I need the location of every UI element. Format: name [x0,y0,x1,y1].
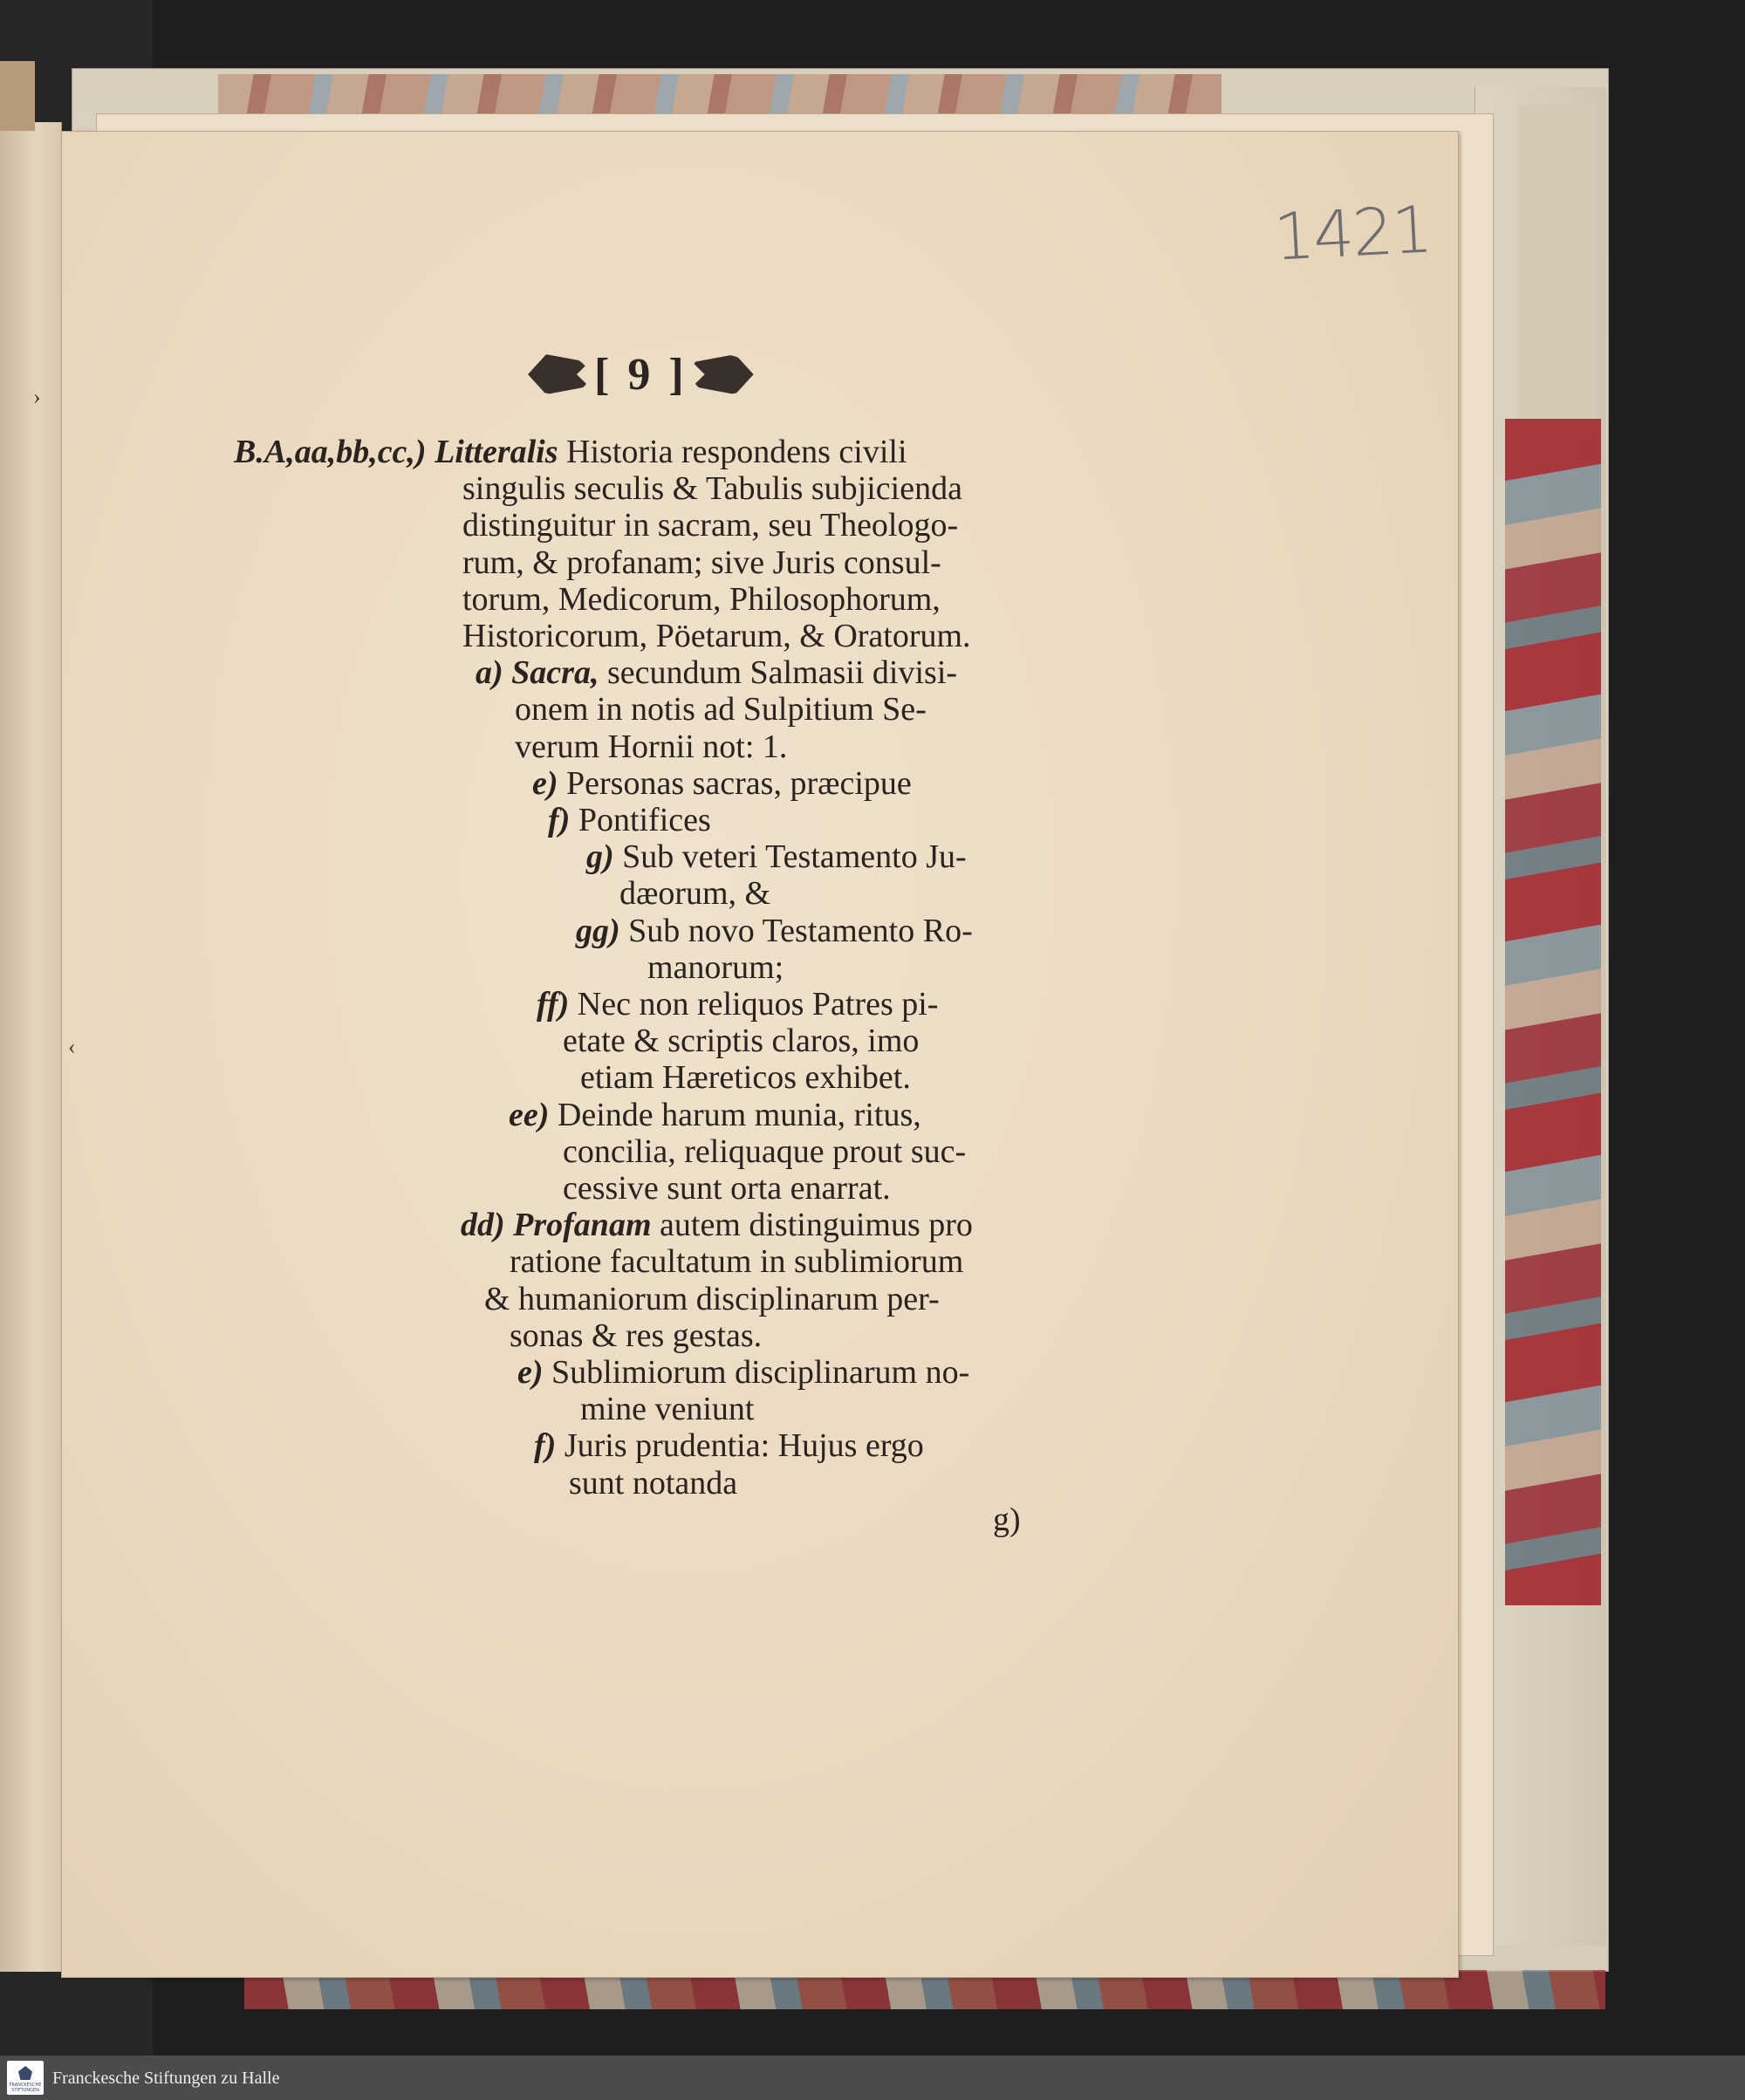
text-line [462,581,941,618]
left-page-fragment [0,61,35,131]
line-text: Nec non reliquos Patres pi- [577,986,939,1023]
line-text: singulis seculis & Tabulis subjicienda [462,470,962,508]
ornament-right-icon [693,354,754,394]
text-line [576,913,973,949]
line-text: Historicorum, Pöetarum, & Oratorum. [462,618,971,654]
text-line [537,986,938,1023]
left-page-edge [0,122,62,1972]
text-line [580,1059,911,1096]
logo-text: FRANCKESCHE STIFTUNGEN [9,2083,42,2093]
line-label: Profanam [513,1207,652,1244]
footer-label: Franckesche Stiftungen zu Halle [52,2069,280,2088]
text-line [510,1317,762,1354]
text-line [563,1023,919,1059]
line-text: etiam Hæreticos exhibet. [580,1059,911,1097]
line-text: Personas sacras, præcipue [566,764,912,802]
margin-mark: › [33,384,41,409]
text-line [534,1427,924,1464]
line-marker: f) [534,1427,565,1465]
text-line [515,729,787,765]
text-line [234,434,907,470]
shelfmark-annotation: 1421 [1271,192,1434,276]
text-line [462,544,941,581]
text-line [509,1097,921,1133]
line-text: torum, Medicorum, Philosophorum, [462,580,941,618]
line-marker: a) [476,654,512,692]
line-marker: e) [532,764,567,802]
line-label: Litteralis [435,434,558,470]
institution-logo[interactable] [7,2061,44,2095]
line-text: autem distinguimus pro [651,1207,973,1244]
line-text: sonas & res gestas. [510,1317,763,1354]
marbled-paper-right [1505,419,1601,1605]
page-number-value: 9 [627,349,654,400]
line-text: g) [993,1501,1021,1538]
line-text: dæorum, & [619,875,771,913]
line-marker: ff) [537,986,578,1023]
line-text: rum, & profanam; sive Juris consul- [462,544,941,581]
line-text: Juris prudentia: Hujus ergo [564,1427,924,1465]
line-marker: ee) [509,1096,558,1133]
line-text: distinguitur in sacram, seu Theologo- [462,507,959,544]
line-text: Sub novo Testamento Ro- [628,912,973,949]
line-text: ratione facultatum in sublimiorum [510,1243,964,1281]
line-label: Sacra, [511,654,599,692]
text-line [462,470,962,507]
line-text: Sublimiorum disciplinarum no- [551,1354,970,1391]
text-line [462,618,971,654]
line-text: sunt notanda [569,1464,738,1501]
line-text: etate & scriptis claros, imo [563,1023,920,1060]
text-line [647,949,784,986]
line-marker: dd) [461,1207,514,1244]
line-text: concilia, reliquaque prout suc- [563,1132,967,1170]
line-text: Pontifices [578,802,711,838]
footer-bar [0,2056,1745,2100]
building-icon [18,2066,32,2080]
line-text: Historia respondens civili [558,434,907,470]
line-text: & humaniorum disciplinarum per- [484,1280,940,1317]
page-number: [ 9 ] [594,349,688,400]
ornament-left-icon [528,354,589,394]
page-header [528,345,790,406]
text-line [462,507,958,544]
text-line [586,838,967,875]
line-text: manorum; [647,948,784,986]
text-line [563,1170,891,1207]
line-marker: e) [517,1354,552,1391]
line-text: verum Hornii not: 1. [515,728,788,765]
cover-flap-inner [1518,105,1595,436]
line-marker: g) [586,838,623,876]
text-line [993,1501,1021,1538]
margin-mark: ‹ [68,1034,76,1059]
text-line [569,1465,737,1501]
marbled-paper-top [218,74,1222,118]
text-line [510,1243,963,1280]
line-text: Deinde harum munia, ritus, [557,1096,921,1133]
text-line [619,875,770,912]
line-text: onem in notis ad Sulpitium Se- [515,691,927,729]
text-line [476,654,957,691]
text-line [548,802,711,838]
text-line [484,1281,940,1317]
line-text: Sub veteri Testamento Ju- [622,838,967,876]
text-line [580,1391,754,1427]
line-text: mine veniunt [580,1391,755,1428]
text-line [563,1133,966,1170]
text-line [461,1207,973,1243]
line-marker: B.A,aa,bb,cc,) [234,434,435,470]
line-marker: gg) [576,912,629,949]
text-line [532,765,912,802]
text-line [517,1354,969,1391]
line-text: secundum Salmasii divisi- [599,654,958,692]
line-marker: f) [548,802,578,838]
line-text: cessive sunt orta enarrat. [563,1170,891,1207]
text-line [515,691,927,728]
